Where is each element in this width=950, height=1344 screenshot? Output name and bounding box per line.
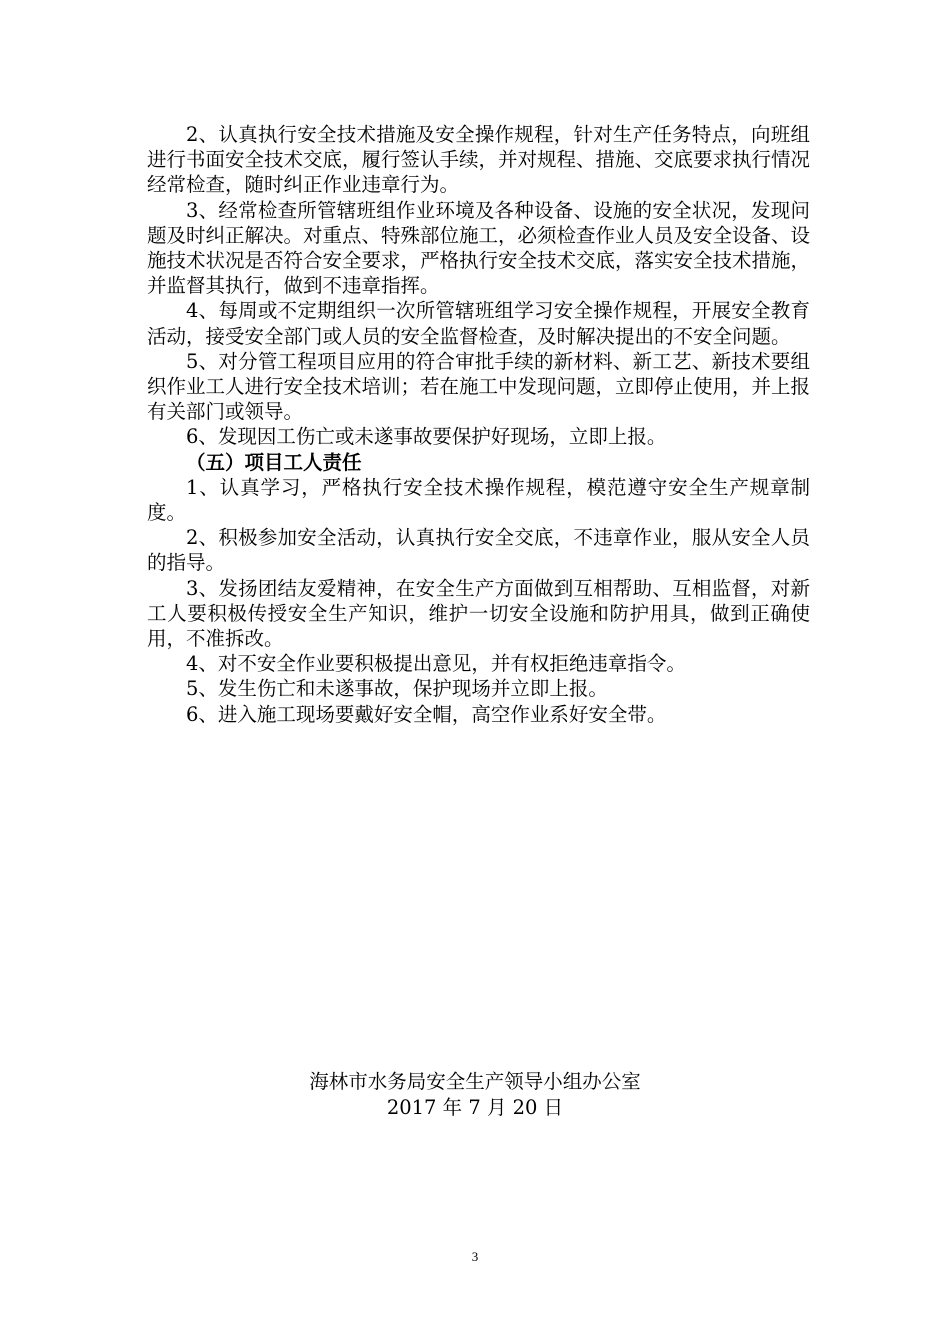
section5-item-3: 3、发扬团结友爱精神，在安全生产方面做到互相帮助、互相监督，对新工人要积极传授安全生产知识，维护一切安全设施和防护用具，做到正确使用，不准拆改。 xyxy=(147,576,810,651)
page-number: 3 xyxy=(471,1249,479,1264)
section4-item-2: 2、认真执行安全技术措施及安全操作规程，针对生产任务特点，向班组进行书面安全技术交底，履行签认手续，并对规程、措施、交底要求执行情况经常检查，随时纠正作业违章行为。 xyxy=(147,123,811,197)
section4-item-4: 4、每周或不定期组织一次所管辖班组学习安全操作规程，开展安全教育活动，接受安全部门或人员的安全监督检查，及时解决提出的不安全问题。 xyxy=(147,299,810,348)
document-body xyxy=(147,122,810,727)
section5-item-6: 6、进入施工现场要戴好安全帽，高空作业系好安全带。 xyxy=(186,702,667,726)
section5-heading: （五）项目工人责任 xyxy=(186,450,362,474)
signature-date: 2017 年 7 月 20 日 xyxy=(386,1096,564,1119)
signature-organization: 海林市水务局安全生产领导小组办公室 xyxy=(309,1070,641,1093)
section5-item-2: 2、积极参加安全活动，认真执行安全交底，不违章作业，服从安全人员的指导。 xyxy=(147,526,810,575)
section4-item-3: 3、经常检查所管辖班组作业环境及各种设备、设施的安全状况，发现问题及时纠正解决。对重点、特殊部位施工，必须检查作业人员及安全设备、设施技术状况是否符合安全要求，严格执行安全技术交底，落实安全技术措施，并监督其执行，做到不违章指挥。 xyxy=(147,198,811,298)
section5-item-5: 5、发生伤亡和未遂事故，保护现场并立即上报。 xyxy=(186,677,608,701)
section4-item-6: 6、发现因工伤亡或未遂事故要保护好现场，立即上报。 xyxy=(186,425,667,449)
section4-item-5: 5、对分管工程项目应用的符合审批手续的新材料、新工艺、新技术要组织作业工人进行安全技术培训；若在施工中发现问题，立即停止使用，并上报有关部门或领导。 xyxy=(147,349,811,424)
section5-item-1: 1、认真学习，严格执行安全技术操作规程，模范遵守安全生产规章制度。 xyxy=(147,475,810,525)
section5-item-4: 4、对不安全作业要积极提出意见，并有权拒绝违章指令。 xyxy=(186,652,686,676)
